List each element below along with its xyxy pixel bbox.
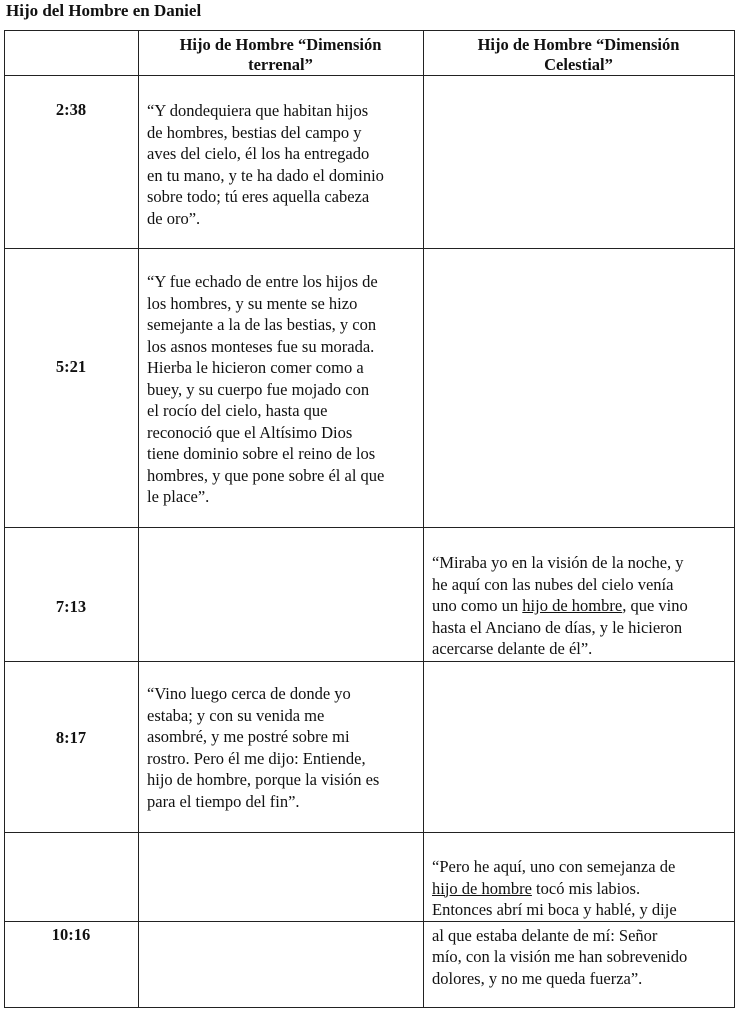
text-line: hijo de hombre, porque la visión es	[147, 770, 380, 789]
underlined-phrase: hijo de hombre	[522, 596, 623, 615]
header-celestial	[423, 35, 734, 75]
header-terrenal-line2: terrenal”	[248, 55, 313, 74]
underlined-phrase: hijo de hombre	[432, 878, 532, 898]
row-divider-header	[4, 75, 735, 76]
text-line: tiene dominio sobre el reino de los	[147, 444, 376, 463]
text-fragment: tocó mis labios.	[531, 878, 641, 898]
text-line	[432, 878, 732, 900]
table-border-bottom	[4, 1007, 735, 1008]
text-line: buey, y su cuerpo fue mojado con	[147, 379, 370, 399]
text-line: semejante a la de las bestias, y con	[147, 315, 377, 334]
text-line: mío, con la visión me han sobrevenido	[432, 947, 688, 966]
header-terrenal-line1: Hijo de Hombre “Dimensión	[179, 35, 382, 54]
header-celestial-line2: Celestial”	[544, 55, 613, 74]
text-line: hombres, y que pone sobre él al que	[147, 465, 385, 485]
row-divider-1	[4, 248, 735, 249]
text-fragment: , que vino	[622, 596, 688, 615]
table-border-left	[4, 30, 5, 1008]
text-line: en tu mano, y te ha dado el dominio	[147, 165, 384, 185]
verse-ref-5-21: 5:21	[55, 357, 87, 376]
text-line: al que estaba delante de mí: Señor	[432, 925, 658, 945]
text-line: aves del cielo, él los ha entregado	[147, 144, 370, 163]
header-terrenal	[138, 35, 423, 75]
table-border-right	[734, 30, 735, 1008]
text-line	[432, 595, 732, 617]
verse-ref-2-38: 2:38	[55, 100, 87, 119]
column-divider-1	[138, 30, 139, 1008]
text-line: de hombres, bestias del campo y	[147, 122, 362, 142]
terrenal-text-2-38	[147, 100, 419, 229]
text-line: dolores, y no me queda fuerza”.	[432, 968, 643, 988]
row-divider-2	[4, 527, 735, 528]
text-line: los asnos monteses fue su morada.	[147, 336, 375, 356]
text-line: para el tiempo del fin”.	[147, 791, 300, 811]
text-line: Hierba le hicieron comer como a	[147, 358, 364, 377]
terrenal-text-8-17	[147, 683, 419, 812]
text-fragment: uno como un	[432, 596, 523, 615]
text-line: “Vino luego cerca de donde yo	[147, 684, 351, 703]
text-line: Entonces abrí mi boca y hablé, y dije	[432, 900, 677, 919]
verse-ref-8-17: 8:17	[55, 728, 87, 747]
text-line: sobre todo; tú eres aquella cabeza	[147, 187, 370, 206]
text-line: de oro”.	[147, 208, 201, 228]
text-line: “Pero he aquí, uno con semejanza de	[432, 857, 676, 876]
text-line: rostro. Pero él me dijo: Entiende,	[147, 748, 366, 768]
row-divider-3	[4, 661, 735, 662]
text-line: reconoció que el Altísimo Dios	[147, 422, 353, 442]
text-line: asombré, y me postré sobre mi	[147, 727, 350, 746]
verse-table	[4, 30, 735, 1008]
text-line: hasta el Anciano de días, y le hicieron	[432, 617, 683, 637]
document-title: Hijo del Hombre en Daniel	[6, 1, 202, 20]
header-celestial-line1: Hijo de Hombre “Dimensión	[477, 35, 680, 54]
table-border-top	[4, 30, 735, 31]
text-line: “Y dondequiera que habitan hijos	[147, 101, 369, 120]
text-line: estaba; y con su venida me	[147, 705, 325, 725]
celestial-text-10-16	[432, 856, 732, 989]
verse-ref-7-13: 7:13	[55, 597, 87, 616]
celestial-text-7-13	[432, 552, 732, 660]
text-line: he aquí con las nubes del cielo venía	[432, 574, 674, 594]
column-divider-2	[423, 30, 424, 1008]
text-line: le place”.	[147, 487, 210, 506]
text-line: los hombres, y su mente se hizo	[147, 293, 358, 313]
text-line: “Y fue echado de entre los hijos de	[147, 272, 378, 291]
terrenal-text-5-21	[147, 271, 419, 508]
row-divider-4	[4, 832, 735, 833]
text-line: acercarse delante de él”.	[432, 639, 593, 658]
verse-ref-10-16: 10:16	[51, 925, 91, 944]
text-line: “Miraba yo en la visión de la noche, y	[432, 553, 684, 572]
text-line: el rocío del cielo, hasta que	[147, 401, 328, 420]
